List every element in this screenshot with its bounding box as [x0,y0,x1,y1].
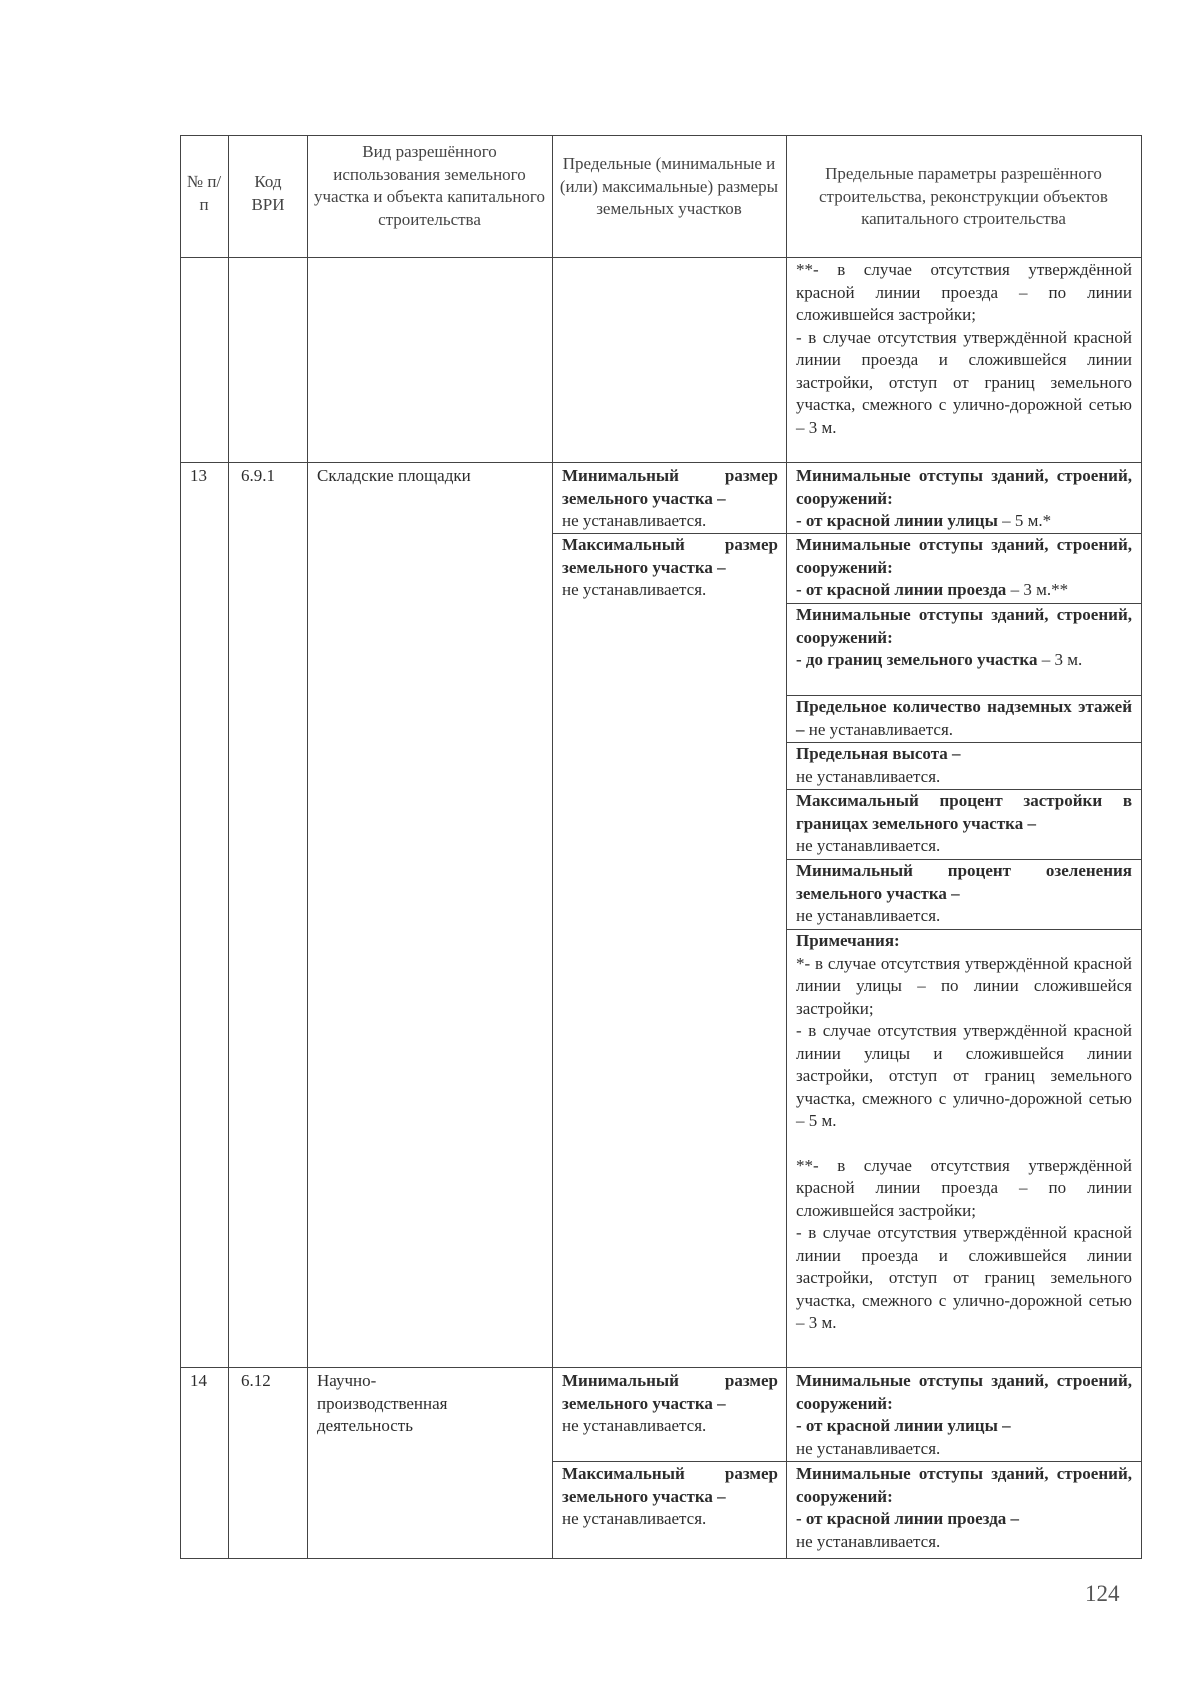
page-number: 124 [1085,1581,1120,1606]
note-text: - в случае отсутствия утверждённой красной линии проезда и сложившейся линии застройки, отступ от границ земельного участка, смежного с улично-дорожной сетью – 3 м. [796,327,1132,437]
note-text: **- в случае отсутствия утверждённой красной линии проезда – по линии сложившейся застройки; [796,260,1132,324]
param-title: Минимальные отступы зданий, строений, сооружений: [796,535,1132,577]
param-title: Минимальные отступы зданий, строений, сооружений: [796,1371,1132,1413]
table-line [180,1367,1142,1368]
table-line [552,1461,1142,1462]
header-code: Код ВРИ [251,172,285,214]
note-text: *- в случае отсутствия утверждённой красной линии улицы – по линии сложившейся застройки; [796,953,1132,1018]
param-height [796,743,1132,788]
param-value: – 3 м.** [1006,580,1069,599]
row-code: 6.12 [241,1371,271,1390]
zoning-table [180,135,1142,1559]
min-plot-size [562,465,778,533]
param-setback-passage [796,534,1132,602]
row-number: 13 [190,466,207,485]
size-title: Минимальный размер земельного участка – [562,1371,778,1413]
table-line [307,135,308,1559]
size-value: не устанавливается. [562,580,707,599]
size-title: Максимальный размер земельного участка – [562,1464,778,1506]
param-setback-passage [796,1463,1132,1553]
table-line [1141,135,1142,1559]
table-line [180,135,1142,136]
row-usage-type: Научно-производственная деятельность [317,1371,448,1435]
param-title: Максимальный процент застройки в границах земельного участка – [796,791,1132,833]
param-title: Минимальный процент озеленения земельного участка – [796,861,1132,903]
param-setback-street [796,465,1132,533]
note-text: - в случае отсутствия утверждённой красной линии проезда и сложившейся линии застройки, отступ от границ земельного участка, смежного с улично-дорожной сетью – 3 м. [796,1223,1132,1332]
param-title: Минимальные отступы зданий, строений, сооружений: [796,1464,1132,1506]
size-value: не устанавливается. [562,1509,707,1528]
header-num: № п/п [186,172,222,214]
header-usage-type: Вид разрешённого использования земельного участка и объекта капитального строительства [314,142,545,229]
param-title: Предельное количество надземных этажей – [796,697,1132,739]
param-title: Минимальные отступы зданий, строений, сооружений: [796,466,1132,508]
param-value: не устанавливается. [796,906,941,925]
note-spacer [796,1133,1132,1155]
param-value: не устанавливается. [796,766,941,786]
size-value: не устанавливается. [562,1416,707,1435]
param-value: не устанавливается. [796,1531,941,1551]
table-line [552,135,553,1559]
param-value: – 3 м. [1037,650,1083,669]
param-title: Предельная высота – [796,744,961,763]
param-value-bold: - до границ земельного участка [796,650,1038,669]
table-line [180,135,181,1559]
param-value-bold: - от красной линии улицы [796,511,998,530]
header-building-params: Предельные параметры разрешённого строительства, реконструкции объектов капитального строительства [819,164,1108,228]
param-max-build-percent [796,790,1132,858]
min-plot-size [562,1370,778,1438]
notes [796,930,1132,1335]
continued-notes [796,259,1132,439]
param-value-bold: - от красной линии проезда [796,580,1007,599]
row-number: 14 [190,1371,207,1390]
row-usage-type: Складские площадки [317,466,471,485]
param-title: Минимальные отступы зданий, строений, сооружений: [796,605,1132,647]
table-line [180,257,1142,258]
table-line [786,135,787,1559]
param-value-bold: - от красной линии улицы – [796,1416,1011,1435]
note-text: - в случае отсутствия утверждённой красной линии улицы и сложившейся линии застройки, отступ от границ земельного участка, смежного с улично-дорожной сетью – 5 м. [796,1021,1132,1130]
notes-title: Примечания: [796,931,900,950]
note-text: **- в случае отсутствия утверждённой красной линии проезда – по линии сложившейся застройки; [796,1155,1132,1220]
size-title: Минимальный размер земельного участка – [562,466,778,508]
size-title: Максимальный размер земельного участка – [562,535,778,577]
row-code: 6.9.1 [241,466,275,485]
param-setback-street [796,1370,1132,1460]
param-min-green-percent [796,860,1132,928]
param-value: – 5 м.* [997,511,1052,530]
param-value-bold: - от красной линии проезда – [796,1509,1020,1528]
header-plot-sizes: Предельные (минимальные и (или) максимальные) размеры земельных участков [559,154,779,218]
max-plot-size [562,534,778,602]
param-value: не устанавливается. [796,1438,941,1458]
param-value: не устанавливается. [804,719,954,739]
param-value: не устанавливается. [796,836,941,855]
size-value: не устанавливается. [562,511,707,530]
param-setback-boundary [796,604,1132,672]
table-line [180,1558,1142,1559]
param-floors [796,696,1132,741]
table-line [228,135,229,1559]
table-line [180,462,1142,463]
max-plot-size [562,1463,778,1531]
